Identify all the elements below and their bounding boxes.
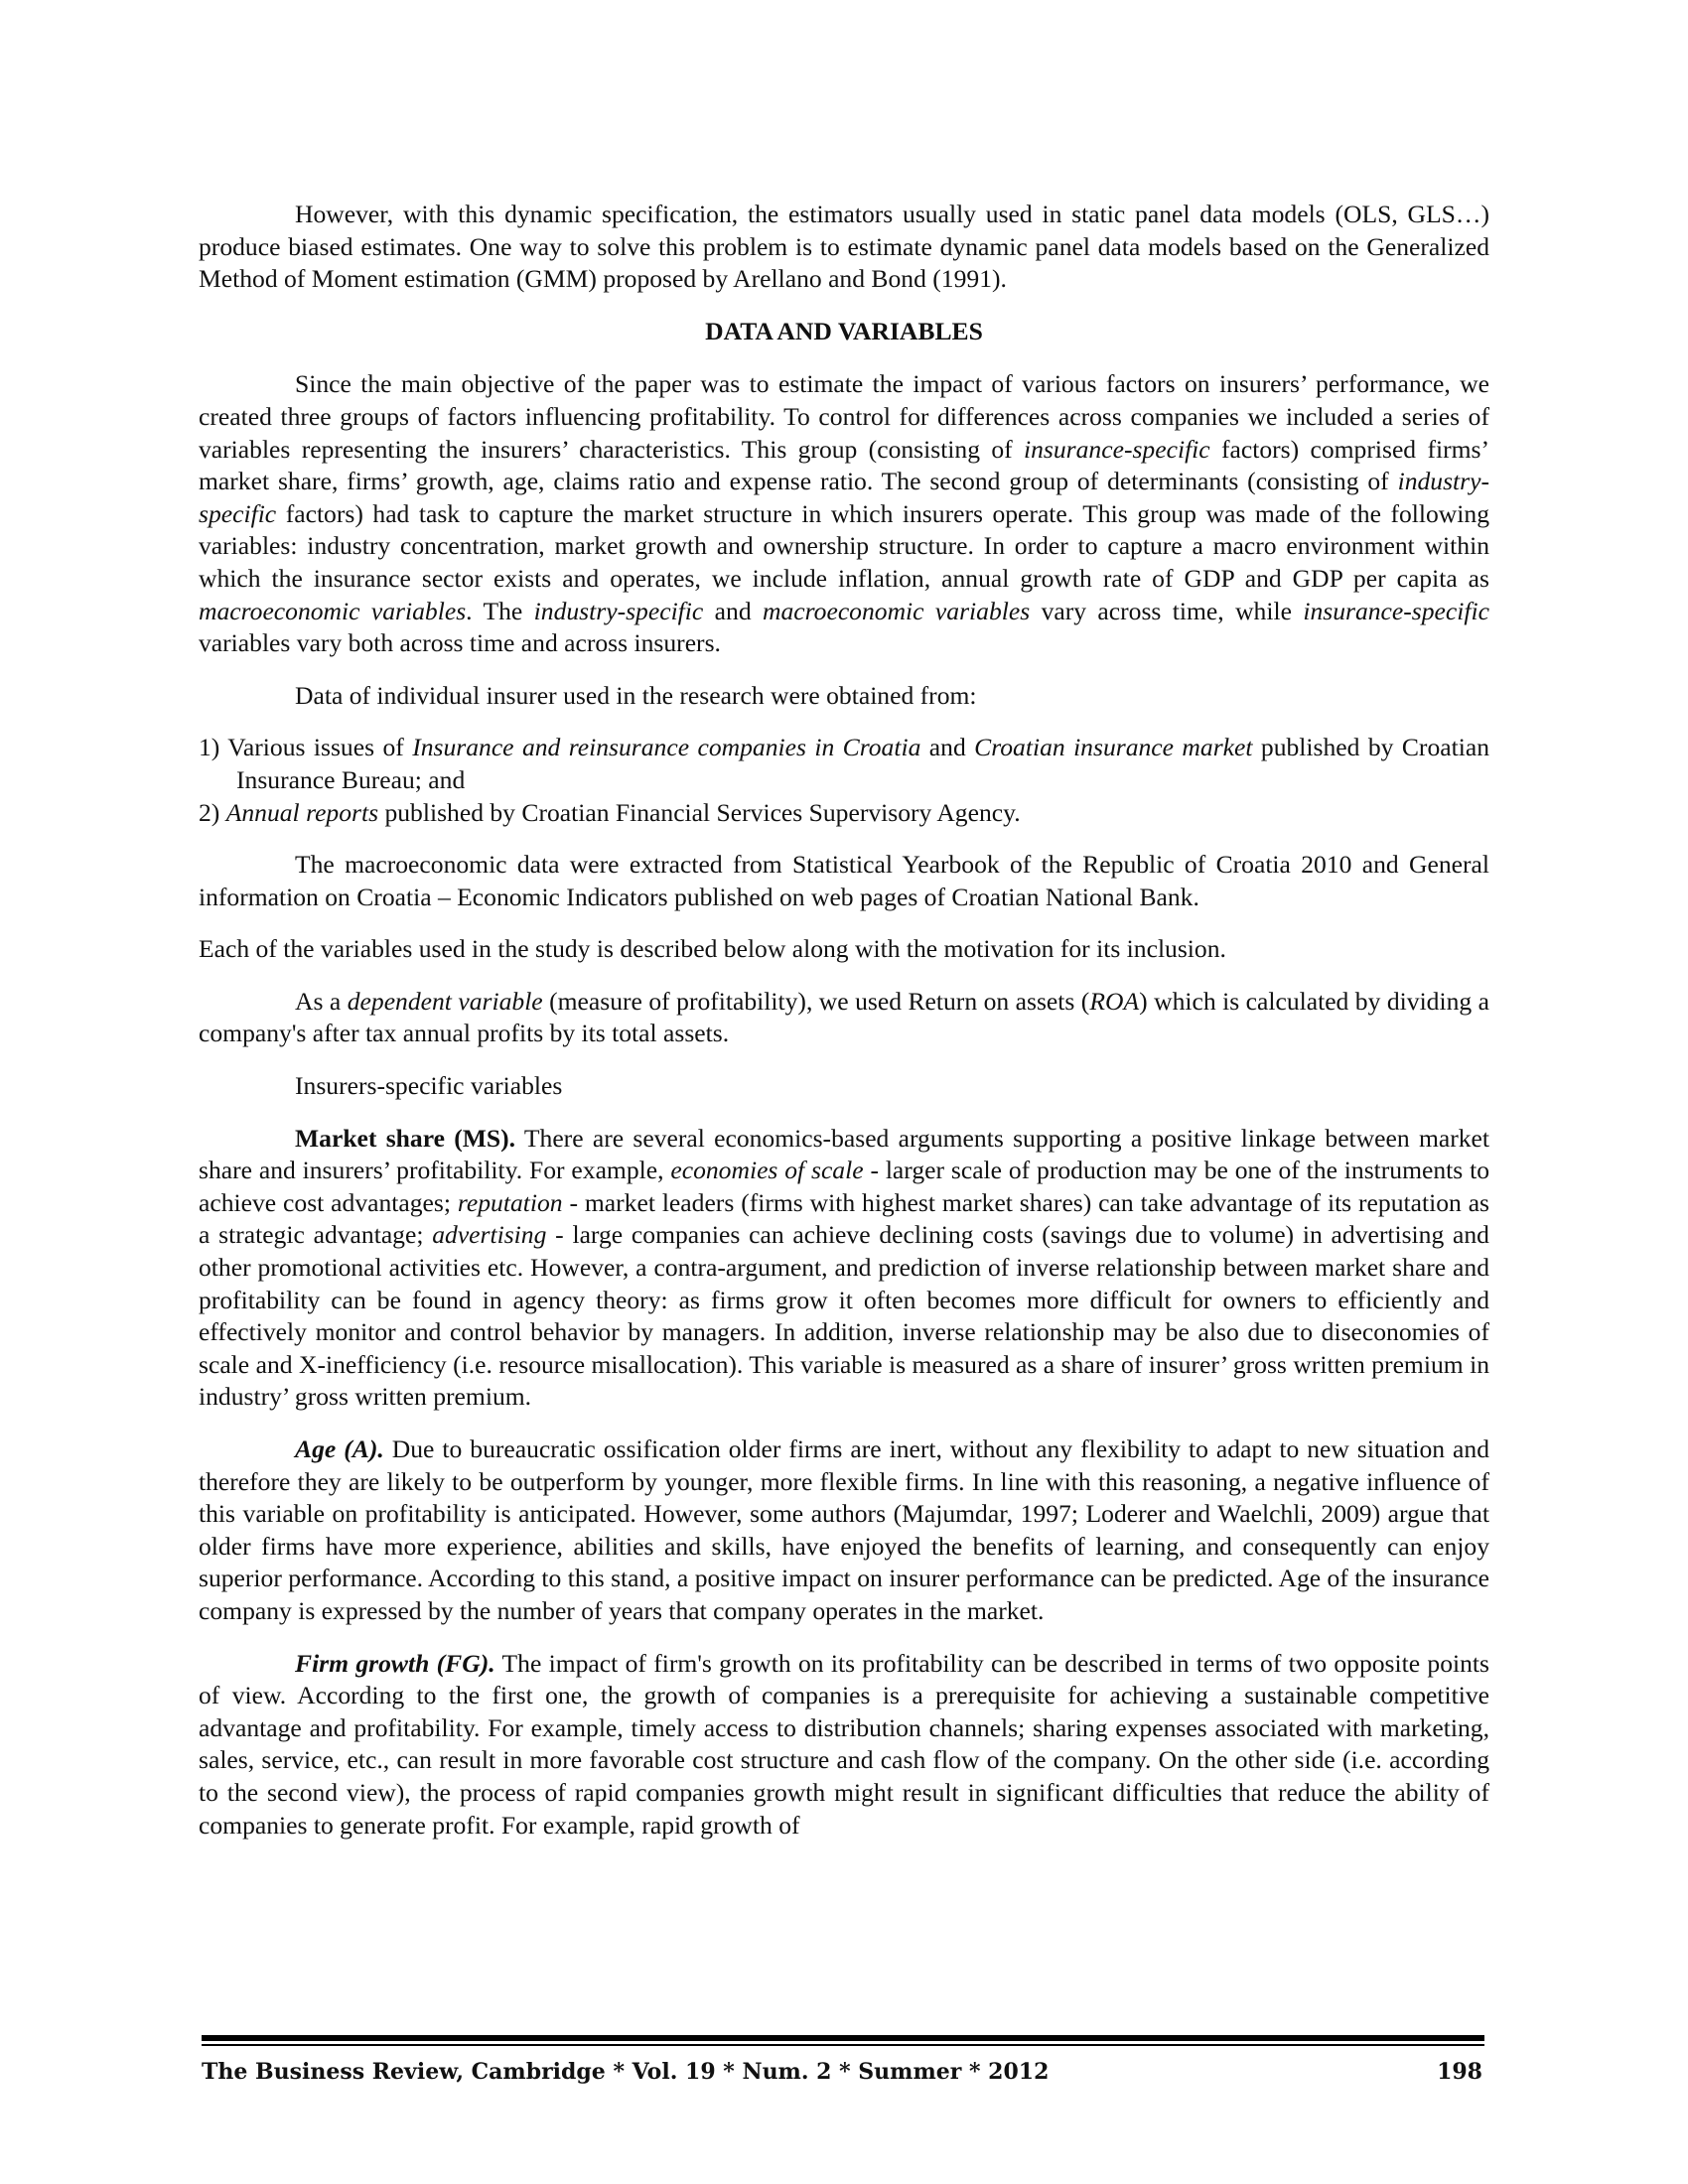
age-text: Due to bureaucratic ossification older firms are inert, without any flexibility to adapt to new situation and therefore they are likely to be outperform by younger, more flexible firms. In line with this reasoning, a negative influence of this variable on profitability is anticipated. However, some authors (Majumdar, 1997; Loderer and Waelchli, 2009) argue that older firms have more experience, abilities and skills, have enjoyed the benefits of learning, and consequently can enjoy superior performance. According to this stand, a positive impact on insurer performance can be predicted. Age of the insurance company is expressed by the number of years that company operates in the market. <box>199 1434 1489 1625</box>
dependent-italic-1: dependent variable <box>347 986 543 1016</box>
objective-italic-3: macroeconomic variables <box>199 596 467 625</box>
age-paragraph <box>199 1433 1489 1628</box>
list-item-text: Various issues of <box>219 733 413 762</box>
intro-paragraph <box>199 199 1489 296</box>
footer-journal: The Business Review, Cambridge * Vol. 19 * Num. 2 * Summer * 2012 <box>202 2059 1050 2085</box>
objective-text-4: . The <box>466 596 534 625</box>
market-share-title: Market share (MS). <box>295 1123 516 1153</box>
list-item-number: 1) <box>199 733 220 762</box>
firm-growth-text: The impact of firm's growth on its profitability can be described in terms of two opposite points of view. According to the first one, the growth of companies is a prerequisite for achieving a sustainable competitive advantage and profitability. For example, timely access to distribution channels; sharing expenses associated with marketing, sales, service, etc., can result in more favorable cost structure and cash flow of the company. On the other side (i.e. according to the second view), the process of rapid companies growth might result in significant difficulties that reduce the ability of companies to generate profit. For example, rapid growth of <box>199 1648 1489 1840</box>
objective-italic-6: insurance-specific <box>1303 596 1489 625</box>
ms-text-3: - market leaders (firms with highest market shares) can take advantage of its reputation as a strategic advantage; <box>199 1187 1490 1250</box>
firm-growth-paragraph <box>199 1648 1489 1843</box>
list-item-text: published by Croatian Insurance Bureau; and <box>236 733 1489 794</box>
objective-text-5: and <box>703 596 764 625</box>
macro-paragraph: The macroeconomic data were extracted from Statistical Yearbook of the Republic of Croatia 2010 and General information on Croatia – Economic Indicators published on web pages of Croatian National Bank. <box>199 850 1489 911</box>
ms-italic-1: economies of scale <box>670 1156 864 1185</box>
list-item-number: 2) <box>199 797 220 827</box>
subheading: Insurers-specific variables <box>295 1071 563 1101</box>
objective-italic-1: insurance-specific <box>1024 434 1210 464</box>
dependent-text-1: As a <box>295 986 348 1016</box>
ms-text-1: There are several economics-based arguments supporting a positive linkage between market share and insurers’ profitability. For example, <box>199 1123 1489 1185</box>
data-sources-paragraph: Data of individual insurer used in the research were obtained from: <box>295 680 977 710</box>
footer-page-number: 198 <box>1437 2059 1482 2085</box>
objective-paragraph <box>199 368 1489 659</box>
list-item-text: and <box>920 733 975 762</box>
footer-rule-thin <box>202 2044 1484 2046</box>
ms-text-4: - large companies can achieve declining costs (savings due to volume) in advertising and other promotional activities etc. However, a contra-argument, and prediction of inverse relationship between market share and profitability can be found in agency theory: as firms grow it often becomes more difficult for owners to efficiently and effectively monitor and control behavior by managers. In addition, inverse relationship may be also due to diseconomies of scale and X-inefficiency (i.e. resource misallocation). This variable is measured as a share of insurer’ gross written premium in industry’ gross written premium. <box>199 1220 1489 1412</box>
age-title: Age (A). <box>295 1434 384 1463</box>
list-item-italic: Croatian insurance market <box>974 733 1253 762</box>
page-footer <box>202 2059 1484 2099</box>
list-item <box>199 732 1489 796</box>
list-item-italic: Insurance and reinsurance companies in Croatia <box>412 733 921 762</box>
page-body <box>199 199 1489 1842</box>
objective-text-1: Since the main objective of the paper was to estimate the impact of various factors on insurers’ performance, we created three groups of factors influencing profitability. To control for differences across companies we included a series of variables representing the insurers’ characteristics. This group (consisting of <box>199 369 1489 464</box>
ms-italic-2: reputation <box>457 1187 563 1217</box>
each-variable-paragraph: Each of the variables used in the study is described below along with the motivation for its inclusion. <box>199 934 1226 964</box>
list-item-text: published by Croatian Financial Services Supervisory Agency. <box>378 797 1021 827</box>
dependent-italic-2: ROA <box>1089 986 1140 1016</box>
objective-italic-4: industry-specific <box>533 596 704 625</box>
list-item-italic: Annual reports <box>225 797 379 827</box>
objective-italic-2: industry-specific <box>199 467 1489 528</box>
dependent-text-2: (measure of profitability), we used Return on assets ( <box>542 986 1090 1016</box>
footer-rule-thick <box>202 2035 1484 2041</box>
objective-text-6: vary across time, while <box>1030 596 1304 625</box>
objective-text-3: factors) had task to capture the market structure in which insurers operate. This group was made of the following variables: industry concentration, market growth and ownership structure. In order to capture a macro environment within which the insurance sector exists and operates, we include inflation, annual growth rate of GDP and GDP per capita as <box>199 498 1489 593</box>
dependent-paragraph <box>199 986 1489 1050</box>
objective-text-2: factors) comprised firms’ market share, firms’ growth, age, claims ratio and expense ratio. The second group of determinants (consisting of <box>199 434 1489 496</box>
list-item <box>199 797 1489 830</box>
intro-text: However, with this dynamic specification, the estimators usually used in static panel data models (OLS, GLS…) produce biased estimates. One way to solve this problem is to estimate dynamic panel data models based on the Generalized Method of Moment estimation (GMM) proposed by Arellano and Bond (1991). <box>199 200 1489 294</box>
dependent-text-3: ) which is calculated by dividing a company's after tax annual profits by its total assets. <box>199 986 1490 1048</box>
market-share-paragraph <box>199 1123 1489 1414</box>
objective-text-7: variables vary both across time and across insurers. <box>199 628 721 658</box>
ms-italic-3: advertising <box>432 1220 547 1250</box>
firm-growth-title: Firm growth (FG). <box>295 1648 495 1678</box>
objective-italic-5: macroeconomic variables <box>763 596 1031 625</box>
sources-list <box>199 732 1489 829</box>
ms-text-2: - larger scale of production may be one of the instruments to achieve cost advantages; <box>199 1156 1489 1217</box>
section-heading: DATA AND VARIABLES <box>705 316 983 345</box>
